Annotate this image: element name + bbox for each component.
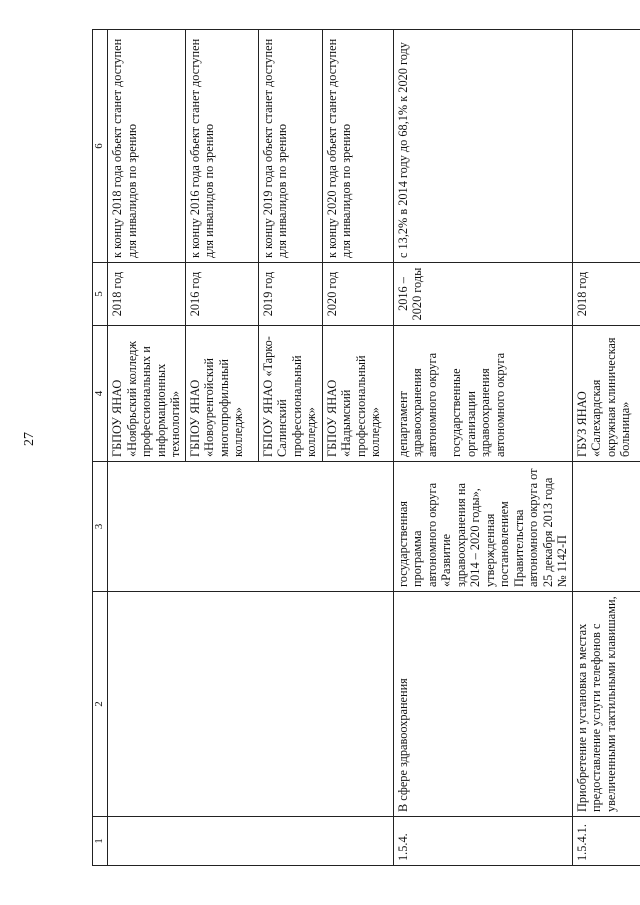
year-cell: 2018 год	[572, 263, 640, 326]
item-row	[572, 30, 640, 866]
organization-cell: ГБУЗ ЯНАО «Салехардская окружная клиническая больница»	[572, 326, 640, 462]
year-cell: 2018 год	[108, 263, 186, 326]
section-title: В сфере здравоохранения	[393, 592, 572, 817]
result-cell: к концу 2019 года объект станет доступен для инвалидов по зрению	[258, 30, 322, 263]
table-row	[108, 30, 186, 866]
years-cell: 2016 – 2020 годы	[393, 263, 572, 326]
year-cell: 2016 год	[185, 263, 258, 326]
header-cell: 2	[93, 592, 108, 817]
executor: государственные организации здравоохранения автономного округа	[449, 352, 507, 457]
header-cell: 1	[93, 817, 108, 866]
organization-cell: ГБПОУ ЯНАО «Надымский профессиональный колледж»	[322, 326, 393, 462]
section-row	[393, 30, 572, 866]
year-cell: 2020 год	[322, 263, 393, 326]
header-row	[93, 30, 108, 866]
empty-cell	[572, 30, 640, 263]
measures-table	[92, 30, 632, 866]
item-title: Приобретение и установка в местах предоставление услуги телефонов с увеличенными тактильными клавишами,	[572, 592, 640, 817]
item-number: 1.5.4.1.	[572, 817, 640, 866]
empty-cell	[108, 592, 394, 817]
program-cell: государственная программа автономного округа «Развитие здравоохранения на 2014 – 2020 годы», утвержденная постановлением Правительства автономного округа от 25 декабря 2013 года № 1142-П	[393, 462, 572, 592]
result-cell: с 13,2% в 2014 году до 68,1% к 2020 году	[393, 30, 572, 263]
organization-cell: ГБПОУ ЯНАО «Новоуренгойский многопрофильный колледж»	[185, 326, 258, 462]
header-cell: 3	[93, 462, 108, 592]
empty-cell	[572, 462, 640, 592]
page-number: 27	[22, 432, 37, 446]
section-number: 1.5.4.	[393, 817, 572, 866]
result-cell: к концу 2016 года объект станет доступен для инвалидов по зрению	[185, 30, 258, 263]
header-cell: 6	[93, 30, 108, 263]
empty-cell	[108, 462, 394, 592]
executor: департамент здравоохранения автономного округа	[395, 352, 439, 457]
result-cell: к концу 2018 года объект станет доступен для инвалидов по зрению	[108, 30, 186, 263]
header-cell: 5	[93, 263, 108, 326]
organization-cell: ГБПОУ ЯНАО «Ноябрьский колледж профессиональных и информационных технологий»	[108, 326, 186, 462]
executors-cell	[393, 326, 572, 462]
result-cell: к концу 2020 года объект станет доступен для инвалидов по зрению	[322, 30, 393, 263]
header-cell: 4	[93, 326, 108, 462]
empty-cell	[108, 817, 394, 866]
year-cell: 2019 год	[258, 263, 322, 326]
organization-cell: ГБПОУ ЯНАО «Тарко-Салинский профессиональный колледж»	[258, 326, 322, 462]
